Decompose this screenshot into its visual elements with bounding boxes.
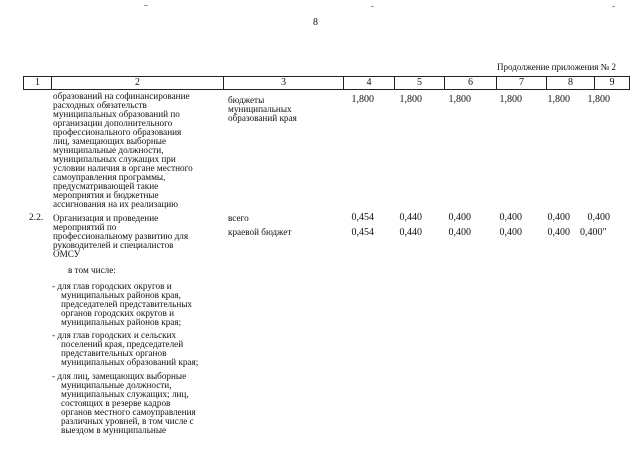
text-line: муниципальных служащих при	[53, 154, 176, 164]
page-number: 8	[313, 17, 318, 28]
value-cell: 1,800	[499, 94, 522, 105]
table-header	[23, 76, 630, 90]
text-line: органов местного самоуправления	[61, 407, 196, 417]
text-line: муниципальных	[228, 104, 292, 114]
text-line: муниципальных образований края;	[61, 357, 199, 367]
text-line: - для глав городских и сельских	[52, 330, 177, 340]
text-line: предусматривающей такие	[53, 181, 159, 191]
value-cell: 0,400	[499, 212, 522, 223]
text-line: лиц, замещающих выборные	[53, 136, 167, 146]
text-line: Организация и проведение	[53, 213, 159, 223]
col-header-8: 8	[547, 77, 595, 90]
value-cell: 1,800	[399, 94, 422, 105]
value-cell: 0,440	[399, 227, 422, 238]
scan-speck	[144, 5, 148, 6]
col-header-1: 1	[24, 77, 52, 90]
text-line: образований на софинансирование	[53, 91, 190, 101]
text-line: председателей представительных	[61, 299, 193, 309]
text-line: муниципальных районов края,	[61, 290, 181, 300]
scan-speck	[371, 6, 374, 7]
text-line: выездом в муниципальные	[61, 425, 167, 435]
value-cell: 0,454	[351, 212, 374, 223]
text-line: расходных обязательств	[53, 100, 147, 110]
text-line: муниципальных служащих; лиц,	[61, 389, 189, 399]
col-header-4: 4	[344, 77, 395, 90]
value-cell: 0,400	[448, 212, 471, 223]
row-2-number: 2.2.	[29, 213, 44, 223]
col-header-7: 7	[497, 77, 547, 90]
text-line: организации дополнительного	[53, 118, 173, 128]
text-line: бюджеты	[228, 95, 265, 105]
text-line: муниципальные должности,	[61, 380, 172, 390]
col-header-9: 9	[595, 77, 630, 90]
value-cell: 0,400	[547, 212, 570, 223]
text-line: муниципальных образований по	[53, 109, 180, 119]
text-line: самоуправления программы,	[53, 172, 166, 182]
col-header-6: 6	[445, 77, 497, 90]
col-header-5: 5	[395, 77, 445, 90]
row-2-source-total: всего	[228, 213, 249, 223]
value-cell: 1,800	[547, 94, 570, 105]
value-cell: 0,400"	[580, 227, 607, 238]
value-cell: 0,400	[448, 227, 471, 238]
scan-speck	[612, 6, 615, 7]
value-cell: 0,400	[587, 212, 610, 223]
text-line: ОМСУ	[53, 249, 81, 259]
text-line: - для лиц, замещающих выборные	[52, 371, 187, 381]
col-header-2: 2	[52, 77, 224, 90]
including-label: в том числе:	[68, 265, 116, 275]
text-line: руководителей и специалистов	[53, 240, 174, 250]
header-row	[24, 77, 630, 90]
text-line: мероприятий по	[53, 222, 117, 232]
text-line: ассигнования на их реализацию	[53, 199, 179, 209]
text-line: профессионального образования	[53, 127, 182, 137]
col-header-3: 3	[224, 77, 344, 90]
row-2-source-regional: краевой бюджет	[228, 227, 292, 237]
text-line: условии наличия в органе местного	[53, 163, 193, 173]
text-line: - для глав городских округов и	[52, 281, 172, 291]
text-line: муниципальные должности,	[53, 145, 164, 155]
value-cell: 1,800	[351, 94, 374, 105]
text-line: образований края	[228, 113, 297, 123]
value-cell: 0,440	[399, 212, 422, 223]
text-line: состоящих в резерве кадров	[61, 398, 171, 408]
value-cell: 0,400	[547, 227, 570, 238]
text-line: представительных органов	[61, 348, 167, 358]
appendix-note: Продолжение приложения № 2	[497, 62, 617, 72]
text-line: муниципальных районов края;	[61, 317, 182, 327]
value-cell: 1,800	[587, 94, 610, 105]
value-cell: 1,800	[448, 94, 471, 105]
text-line: мероприятия и бюджетные	[53, 190, 159, 200]
value-cell: 0,454	[351, 227, 374, 238]
text-line: поселений края, председателей	[61, 339, 184, 349]
text-line: различных уровней, в том числе с	[61, 416, 194, 426]
text-line: органов городских округов и	[61, 308, 175, 318]
value-cell: 0,400	[499, 227, 522, 238]
text-line: профессиональному развитию для	[53, 231, 189, 241]
